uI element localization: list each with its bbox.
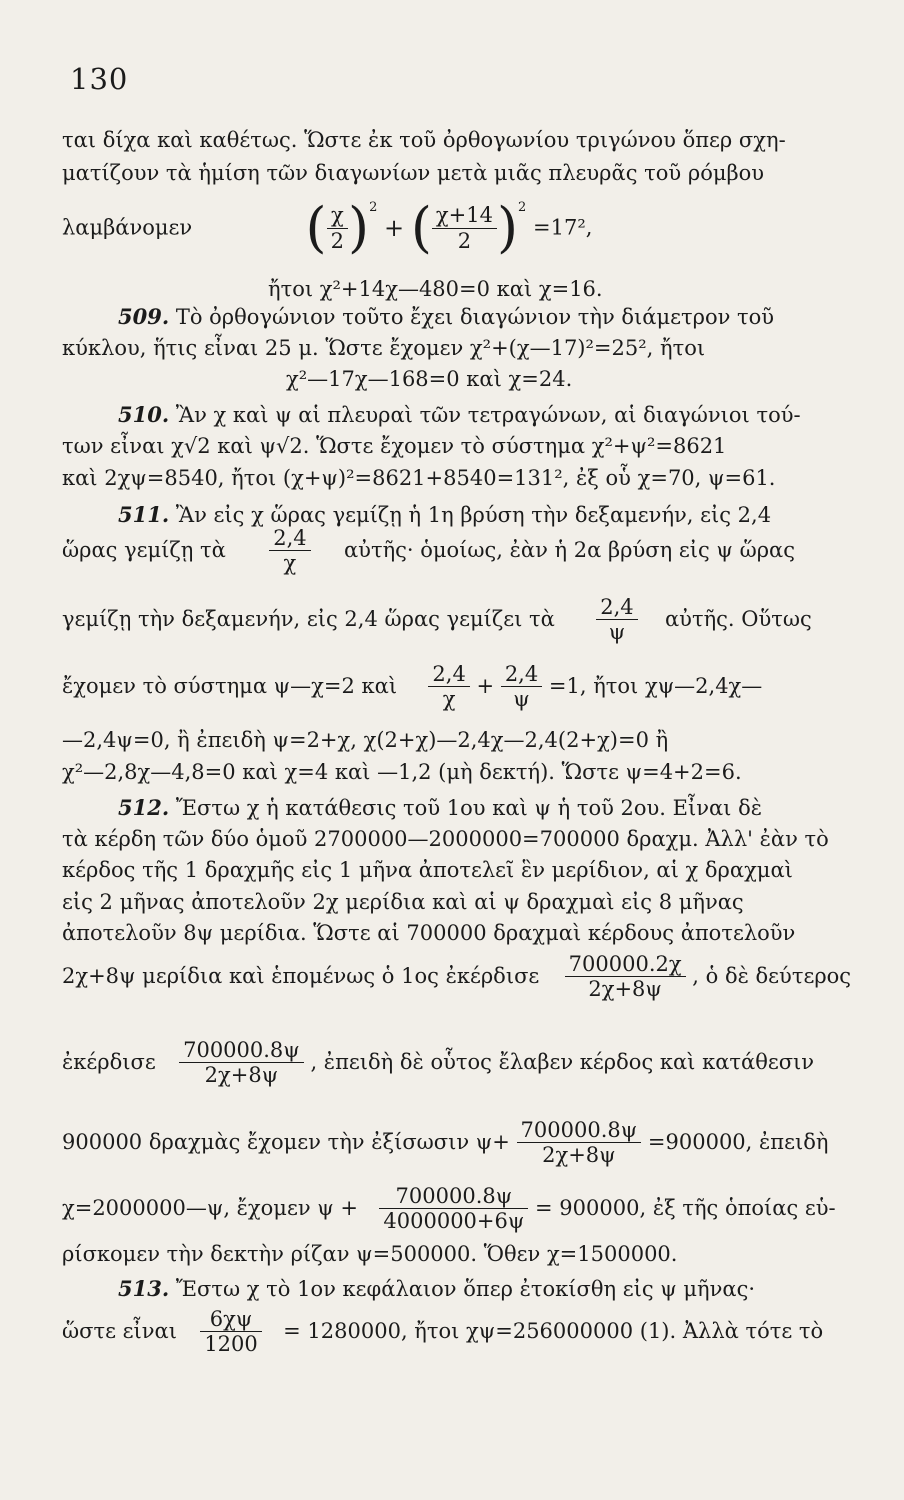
text-fragment: =17², xyxy=(533,215,593,240)
equation-line: λαμβάνομεν ( $\frac{\chi}{2}$ )$^2$ + ( $\frac{\chi+14}{2}$ )$^2$ =17², xyxy=(62,196,593,259)
text-line: καὶ 2χψ=8540, ἤτοι (χ+ψ)²=8621+8540=131², ἐξ οὗ χ=70, ψ=61. xyxy=(62,466,776,490)
section-number: 510. xyxy=(118,402,170,427)
fraction-numerator: 2,4 xyxy=(269,526,310,551)
fraction-numerator: 700000.8ψ xyxy=(379,1184,528,1209)
text-fragment: = 900000, ἐξ τῆς ὁποίας εὑ- xyxy=(535,1196,836,1221)
text-fragment: 900000 δραχμὰς ἔχομεν τὴν ἐξίσωσιν ψ+ xyxy=(62,1130,510,1155)
text-line: ματίζουν τὰ ἡμίση τῶν διαγωνίων μετὰ μιᾶς πλευρᾶς τοῦ ρόμβου xyxy=(62,161,765,185)
equation-line xyxy=(62,1118,828,1167)
equation-line xyxy=(62,662,762,711)
fraction xyxy=(565,952,686,1001)
fraction xyxy=(200,1307,261,1356)
text-line: χ²—17χ—168=0 καὶ χ=24. xyxy=(286,367,573,391)
fraction-numerator: 2,4 xyxy=(501,662,542,687)
left-paren: ( xyxy=(410,196,432,259)
fraction xyxy=(596,595,637,644)
section-511 xyxy=(118,504,771,526)
section-513 xyxy=(118,1278,755,1300)
text-fragment: =1, ἤτοι χψ—2,4χ— xyxy=(548,674,763,699)
text-line: ἤτοι χ²+14χ—480=0 καὶ χ=16. xyxy=(268,277,603,301)
text-fragment: = 1280000, ἤτοι χψ=256000000 (1). Ἀλλὰ τότε τὸ xyxy=(283,1319,824,1344)
fraction-numerator: 2,4 xyxy=(596,595,637,620)
equation-line xyxy=(62,1038,814,1087)
text-fragment: Ἂν εἰς χ ὥρας γεμίζῃ ἡ 1η βρύση τὴν δεξαμενήν, εἰς 2,4 xyxy=(175,503,772,527)
text-line: ρίσκομεν τὴν δεκτὴν ρίζαν ψ=500000. Ὅθεν χ=1500000. xyxy=(62,1242,678,1266)
text-line: —2,4ψ=0, ἢ ἐπειδὴ ψ=2+χ, χ(2+χ)—2,4χ—2,4(2+χ)=0 ἢ xyxy=(62,728,669,752)
fraction xyxy=(327,203,348,252)
fraction-numerator: 700000.8ψ xyxy=(179,1038,304,1063)
fraction xyxy=(501,662,542,711)
fraction-numerator: χ+14 xyxy=(432,203,497,228)
right-paren: ) xyxy=(496,196,519,259)
fraction xyxy=(428,662,469,711)
text-fragment: λαμβάνομεν xyxy=(62,215,193,240)
fraction-denominator: χ xyxy=(442,687,456,712)
fraction xyxy=(179,1038,304,1087)
text-fragment: ὥστε εἶναι xyxy=(62,1319,177,1344)
section-509 xyxy=(118,306,774,328)
text-fragment: αὐτῆς. Οὕτως xyxy=(665,607,812,632)
plus-sign: + xyxy=(476,674,495,699)
text-fragment: Ἔστω χ ἡ κατάθεσις τοῦ 1ου καὶ ψ ἡ τοῦ 2ου. Εἶναι δὲ xyxy=(175,796,762,820)
text-fragment: , ὁ δὲ δεύτερος xyxy=(692,964,852,989)
fraction-denominator: ψ xyxy=(513,687,530,712)
text-line: ται δίχα καὶ καθέτως. Ὥστε ἐκ τοῦ ὀρθογωνίου τριγώνου ὅπερ σχη- xyxy=(62,128,786,152)
section-510 xyxy=(118,404,801,426)
equation-line xyxy=(62,952,851,1001)
fraction-denominator: 2 xyxy=(330,228,344,253)
fraction-denominator: ψ xyxy=(608,620,626,645)
fraction xyxy=(379,1184,528,1233)
text-fragment: , ἐπειδὴ δὲ οὗτος ἔλαβεν κέρδος καὶ κατάθεσιν xyxy=(310,1050,815,1075)
text-fragment: =900000, ἐπειδὴ xyxy=(647,1130,829,1155)
fraction-denominator: 2 xyxy=(457,228,472,253)
fraction-numerator: χ xyxy=(327,203,348,228)
text-fragment: ἔχομεν τὸ σύστημα ψ—χ=2 καὶ xyxy=(62,674,398,699)
text-line: κύκλου, ἥτις εἶναι 25 μ. Ὥστε ἔχομεν χ²+(χ—17)²=25², ἤτοι xyxy=(62,336,706,360)
fraction-denominator: 2χ+8ψ xyxy=(588,977,662,1002)
plus-sign: + xyxy=(384,214,405,242)
text-fragment: χ=2000000—ψ, ἔχομεν ψ + xyxy=(62,1196,359,1221)
equation-line xyxy=(62,1307,823,1356)
left-paren: ( xyxy=(305,196,327,259)
equation-line xyxy=(62,1184,836,1233)
section-number: 511. xyxy=(118,502,170,527)
fraction-numerator: 700000.8ψ xyxy=(517,1118,642,1143)
section-number: 509. xyxy=(118,304,170,329)
text-line: κέρδος τῆς 1 δραχμῆς εἰς 1 μῆνα ἀποτελεῖ ἓν μερίδιον, αἱ χ δραχμαὶ xyxy=(62,858,793,882)
fraction-denominator: χ xyxy=(283,551,297,576)
fraction xyxy=(432,203,497,252)
text-fragment: ὥρας γεμίζῃ τὰ xyxy=(62,538,226,563)
text-line: τὰ κέρδη τῶν δύο ὁμοῦ 2700000—2000000=700000 δραχμ. Ἀλλ' ἐὰν τὸ xyxy=(62,827,829,851)
fraction-denominator: 1200 xyxy=(204,1332,258,1357)
equation-line xyxy=(62,595,812,644)
text-fragment: Ἔστω χ τὸ 1ον κεφάλαιον ὅπερ ἐτοκίσθη εἰς ψ μῆνας· xyxy=(175,1277,756,1301)
text-fragment: 2χ+8ψ μερίδια καὶ ἑπομένως ὁ 1ος ἐκέρδισε xyxy=(62,964,540,989)
fraction-denominator: 2χ+8ψ xyxy=(204,1063,279,1088)
section-number: 513. xyxy=(118,1276,170,1301)
text-fragment: Ἂν χ καὶ ψ αἱ πλευραὶ τῶν τετραγώνων, αἱ διαγώνιοι τού- xyxy=(175,403,801,427)
section-number: 512. xyxy=(118,795,170,820)
section-512 xyxy=(118,797,762,819)
text-line: εἰς 2 μῆνας ἀποτελοῦν 2χ μερίδια καὶ αἱ ψ δραχμαὶ εἰς 8 μῆνας xyxy=(62,890,744,914)
fraction-denominator: 4000000+6ψ xyxy=(383,1209,525,1234)
text-fragment: ἐκέρδισε xyxy=(62,1050,156,1075)
text-fragment: γεμίζῃ τὴν δεξαμενήν, εἰς 2,4 ὥρας γεμίζει τὰ xyxy=(62,607,555,632)
text-fragment: Τὸ ὀρθογώνιον τοῦτο ἔχει διαγώνιον τὴν διάμετρον τοῦ xyxy=(175,305,775,329)
fraction-numerator: 2,4 xyxy=(428,662,469,687)
fraction-denominator: 2χ+8ψ xyxy=(542,1143,616,1168)
text-line: χ²—2,8χ—4,8=0 καὶ χ=4 καὶ —1,2 (μὴ δεκτή). Ὥστε ψ=4+2=6. xyxy=(62,760,742,784)
equation-line xyxy=(62,526,795,575)
fraction-numerator: 700000.2χ xyxy=(565,952,686,977)
fraction xyxy=(517,1118,642,1167)
fraction xyxy=(269,526,310,575)
text-fragment: αὐτῆς· ὁμοίως, ἐὰν ἡ 2α βρύση εἰς ψ ὥρας xyxy=(344,538,795,563)
text-line: των εἶναι χ√2 καὶ ψ√2. Ὥστε ἔχομεν τὸ σύστημα χ²+ψ²=8621 xyxy=(62,434,727,458)
fraction-numerator: 6χψ xyxy=(200,1307,261,1332)
right-paren: ) xyxy=(348,196,370,259)
page-number: 130 xyxy=(70,62,129,96)
text-line: ἀποτελοῦν 8ψ μερίδια. Ὥστε αἱ 700000 δραχμαὶ κέρδους ἀποτελοῦν xyxy=(62,921,796,945)
